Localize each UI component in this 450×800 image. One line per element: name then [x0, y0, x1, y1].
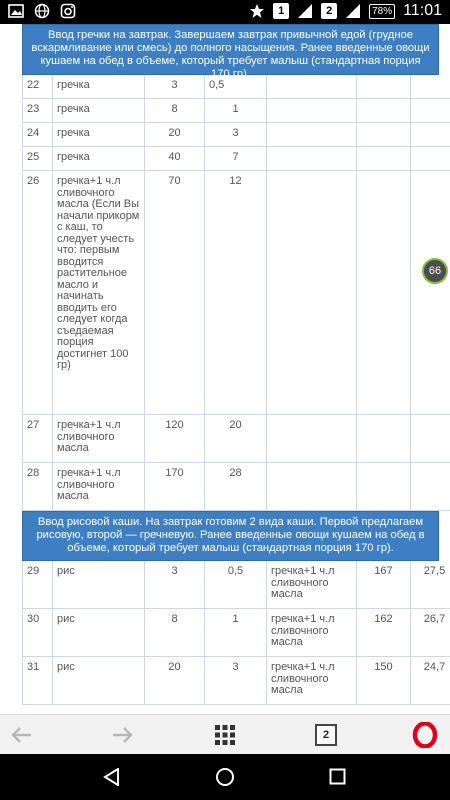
day-cell: 31 — [23, 657, 53, 705]
food-cell: гречка+1 ч.л сливочного масла (Если Вы начали прикорм с каш, то следует учесть что: первым вводится растительное масло и начинать вводить его следует когда съедаемая порция достигнет 100 гр) — [53, 171, 145, 415]
tabs-button[interactable] — [313, 723, 339, 747]
table-row — [22, 99, 439, 123]
food-cell: гречка — [53, 123, 145, 147]
grid-icon — [214, 724, 236, 746]
nav-recents-icon[interactable] — [329, 768, 346, 785]
grams-cell: 40 — [145, 147, 205, 171]
empty-cell — [357, 463, 411, 511]
spoons-cell: 0,5 — [205, 561, 267, 609]
table-row — [22, 123, 439, 147]
status-bar — [0, 0, 450, 24]
day-cell: 25 — [23, 147, 53, 171]
empty-cell — [267, 415, 357, 463]
grams-cell: 20 — [145, 123, 205, 147]
table-row — [22, 147, 439, 171]
spoons-cell: 20 — [205, 415, 267, 463]
food-cell: рис — [53, 657, 145, 705]
opera-logo-icon — [412, 722, 438, 748]
empty-cell — [357, 415, 411, 463]
table-row — [22, 463, 439, 511]
status-right-icons — [249, 2, 442, 20]
instagram-icon — [60, 3, 76, 19]
empty-cell — [357, 75, 411, 99]
empty-cell — [267, 171, 357, 415]
second-grams-cell: 167 — [357, 561, 411, 609]
table-row — [22, 609, 446, 657]
table-row — [22, 657, 446, 705]
second-spoons-cell: 27,5 — [411, 561, 450, 609]
nav-back-icon[interactable] — [103, 768, 121, 786]
image-icon — [8, 3, 24, 19]
second-food-cell: гречка+1 ч.л сливочного масла — [267, 561, 357, 609]
tabs-count-icon: 2 — [315, 724, 337, 746]
buckwheat-section-header: Ввод гречки на завтрак. Завершаем завтрак привычной едой (грудное вскармливание или смесь) до полного насыщения. Ранее введенные овощи кушаем на обед в объеме, который требует малыш (стандартная порция 170 гр). — [22, 24, 439, 75]
empty-cell — [267, 147, 357, 171]
nav-home-icon[interactable] — [215, 767, 235, 787]
grams-cell: 20 — [145, 657, 205, 705]
speed-dial-badge[interactable]: 66 — [422, 258, 448, 284]
status-left-icons — [8, 3, 76, 19]
speed-dial-button[interactable] — [212, 723, 238, 747]
food-cell: рис — [53, 561, 145, 609]
spoons-cell: 28 — [205, 463, 267, 511]
android-nav-bar — [0, 754, 450, 800]
spoons-cell: 12 — [205, 171, 267, 415]
signal-2-icon — [345, 3, 361, 19]
empty-cell — [411, 123, 450, 147]
spoons-cell: 1 — [205, 99, 267, 123]
second-grams-cell: 150 — [357, 657, 411, 705]
day-cell: 24 — [23, 123, 53, 147]
opera-menu-button[interactable] — [412, 723, 438, 747]
food-cell: гречка — [53, 99, 145, 123]
food-cell: гречка+1 ч.л сливочного масла — [53, 463, 145, 511]
empty-cell — [411, 99, 450, 123]
arrow-left-icon — [9, 725, 33, 745]
grams-cell: 170 — [145, 463, 205, 511]
back-button[interactable] — [8, 723, 34, 747]
empty-cell — [267, 123, 357, 147]
grams-cell: 8 — [145, 99, 205, 123]
sim-2-icon: 2 — [321, 3, 337, 19]
spoons-cell: 7 — [205, 147, 267, 171]
globe-icon — [34, 3, 50, 19]
day-cell: 30 — [23, 609, 53, 657]
day-cell: 29 — [23, 561, 53, 609]
battery-level: 78% — [369, 4, 395, 19]
signal-icon — [297, 3, 313, 19]
table-row — [22, 561, 446, 609]
food-cell: гречка — [53, 75, 145, 99]
second-spoons-cell: 24,7 — [411, 657, 450, 705]
second-grams-cell: 162 — [357, 609, 411, 657]
empty-cell — [357, 99, 411, 123]
grams-cell: 120 — [145, 415, 205, 463]
second-food-cell: гречка+1 ч.л сливочного масла — [267, 657, 357, 705]
empty-cell — [267, 99, 357, 123]
feeding-table — [22, 24, 446, 705]
empty-cell — [411, 75, 450, 99]
rice-section-header: Ввод рисовой каши. На завтрак готовим 2 вида каши. Первой предлагаем рисовую, второй — гречневую. Ранее введенные овощи кушаем на обед в объеме, который требует малыш (стандартная порция 170 гр). — [22, 511, 439, 561]
day-cell: 22 — [23, 75, 53, 99]
food-cell: гречка+1 ч.л сливочного масла — [53, 415, 145, 463]
food-cell: рис — [53, 609, 145, 657]
empty-cell — [357, 147, 411, 171]
star-icon — [249, 3, 265, 19]
empty-cell — [357, 171, 411, 415]
table-row — [22, 415, 439, 463]
empty-cell — [267, 463, 357, 511]
clock: 11:01 — [403, 2, 442, 19]
empty-cell — [411, 463, 450, 511]
empty-cell — [411, 415, 450, 463]
sim-1-icon: 1 — [273, 3, 289, 19]
grams-cell: 3 — [145, 75, 205, 99]
forward-button[interactable] — [110, 723, 136, 747]
grams-cell: 8 — [145, 609, 205, 657]
spoons-cell: 3 — [205, 123, 267, 147]
table-row — [22, 171, 439, 415]
day-cell: 28 — [23, 463, 53, 511]
spoons-cell: 3 — [205, 657, 267, 705]
table-row — [22, 75, 439, 99]
empty-cell — [357, 123, 411, 147]
browser-toolbar — [0, 714, 450, 755]
empty-cell — [411, 147, 450, 171]
second-food-cell: гречка+1 ч.л сливочного масла — [267, 609, 357, 657]
spoons-cell: 0,5 — [205, 75, 267, 99]
spoons-cell: 1 — [205, 609, 267, 657]
grams-cell: 70 — [145, 171, 205, 415]
grams-cell: 3 — [145, 561, 205, 609]
web-page[interactable] — [0, 24, 450, 714]
day-cell: 27 — [23, 415, 53, 463]
day-cell: 23 — [23, 99, 53, 123]
second-spoons-cell: 26,7 — [411, 609, 450, 657]
empty-cell — [411, 171, 450, 415]
food-cell: гречка — [53, 147, 145, 171]
day-cell: 26 — [23, 171, 53, 415]
empty-cell — [267, 75, 357, 99]
arrow-right-icon — [111, 725, 135, 745]
